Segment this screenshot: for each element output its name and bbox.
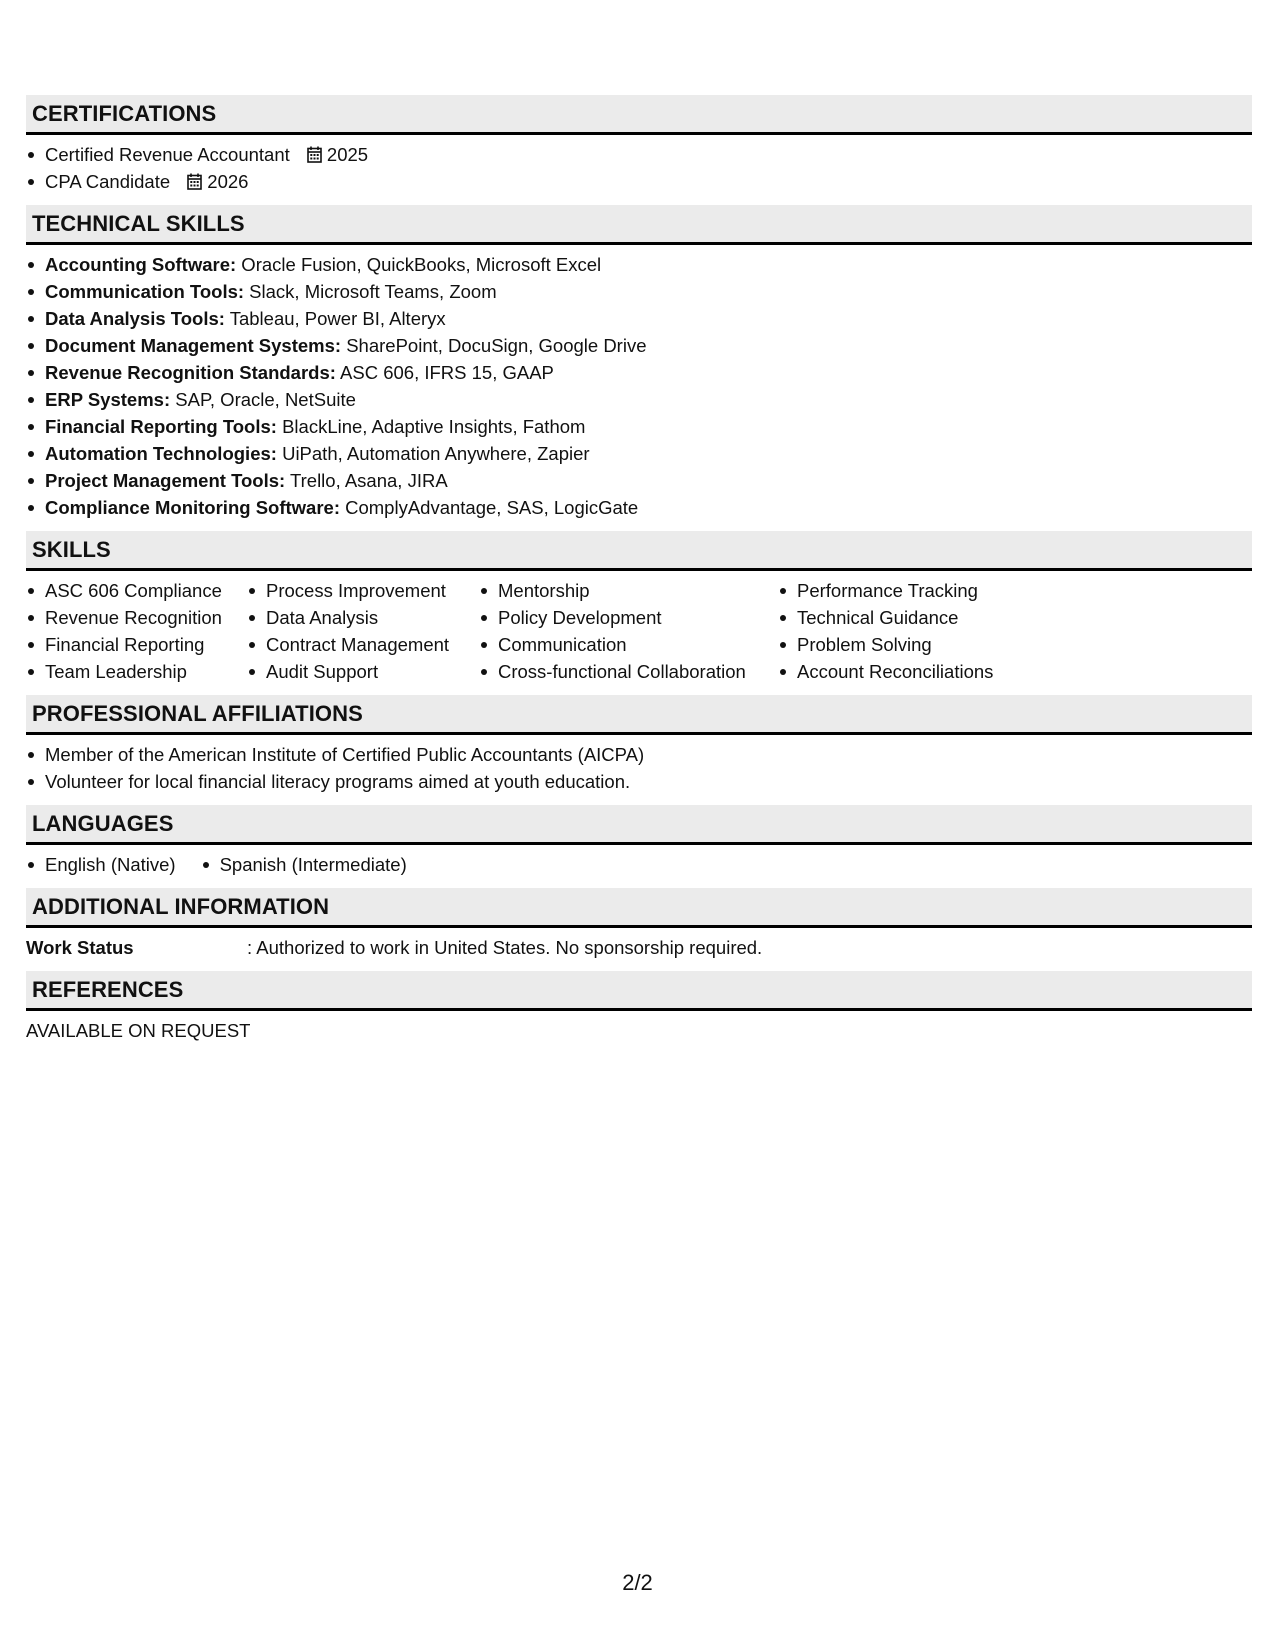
affiliation-item: Member of the American Institute of Certified Public Accountants (AICPA): [26, 741, 1252, 768]
certification-item: [26, 168, 1252, 195]
skill-item: Cross-functional Collaboration: [479, 658, 778, 685]
additional-info-heading: ADDITIONAL INFORMATION: [26, 888, 1252, 928]
skill-category-value: Oracle Fusion, QuickBooks, Microsoft Excel: [236, 254, 602, 275]
technical-skill-item: [26, 332, 1252, 359]
skill-category-label: Compliance Monitoring Software:: [45, 497, 340, 518]
skill-item: Problem Solving: [778, 631, 1078, 658]
skill-item: Contract Management: [247, 631, 479, 658]
skill-item: Communication: [479, 631, 778, 658]
skill-item: Data Analysis: [247, 604, 479, 631]
skill-category-value: ComplyAdvantage, SAS, LogicGate: [339, 497, 639, 518]
technical-skills-list: [26, 251, 1252, 521]
technical-skill-item: [26, 440, 1252, 467]
skill-item: ASC 606 Compliance: [26, 577, 247, 604]
certifications-list: [26, 141, 1252, 195]
skills-heading: SKILLS: [26, 531, 1252, 571]
affiliations-heading: PROFESSIONAL AFFILIATIONS: [26, 695, 1252, 735]
certification-item: [26, 141, 1252, 168]
skill-item: Technical Guidance: [778, 604, 1078, 631]
skill-item: Team Leadership: [26, 658, 247, 685]
references-heading: REFERENCES: [26, 971, 1252, 1011]
language-item: English (Native): [26, 851, 176, 878]
technical-skill-item: [26, 359, 1252, 386]
skill-item: Process Improvement: [247, 577, 479, 604]
skill-category-label: Project Management Tools:: [45, 470, 286, 491]
skill-category-value: BlackLine, Adaptive Insights, Fathom: [276, 416, 586, 437]
technical-skill-item: [26, 413, 1252, 440]
skill-category-label: Revenue Recognition Standards:: [45, 362, 336, 383]
additional-info-section: [26, 928, 1252, 971]
certification-name: Certified Revenue Accountant: [45, 144, 290, 165]
technical-skill-item: [26, 251, 1252, 278]
work-status-row: [26, 934, 1252, 961]
skill-category-value: Trello, Asana, JIRA: [285, 470, 448, 491]
technical-skills-heading: TECHNICAL SKILLS: [26, 205, 1252, 245]
calendar-icon: [187, 173, 202, 190]
skills-column: [479, 577, 778, 685]
technical-skill-item: [26, 467, 1252, 494]
skills-column: [778, 577, 1078, 685]
skill-category-value: Tableau, Power BI, Alteryx: [224, 308, 446, 329]
languages-heading: LANGUAGES: [26, 805, 1252, 845]
skill-category-label: ERP Systems:: [45, 389, 171, 410]
skill-item: Audit Support: [247, 658, 479, 685]
skills-section: [26, 571, 1252, 695]
skill-item: Revenue Recognition: [26, 604, 247, 631]
certifications-heading: CERTIFICATIONS: [26, 95, 1252, 135]
skill-category-value: SharePoint, DocuSign, Google Drive: [341, 335, 647, 356]
references-section: [26, 1011, 1252, 1054]
skill-category-value: ASC 606, IFRS 15, GAAP: [335, 362, 554, 383]
skill-category-label: Communication Tools:: [45, 281, 245, 302]
skill-item: Financial Reporting: [26, 631, 247, 658]
skill-category-value: UiPath, Automation Anywhere, Zapier: [276, 443, 590, 464]
affiliations-section: [26, 735, 1252, 805]
skill-category-label: Automation Technologies:: [45, 443, 277, 464]
technical-skills-section: [26, 245, 1252, 531]
skills-column: [247, 577, 479, 685]
skill-item: Policy Development: [479, 604, 778, 631]
skill-category-label: Data Analysis Tools:: [45, 308, 225, 329]
technical-skill-item: [26, 278, 1252, 305]
calendar-icon: [307, 146, 322, 163]
work-status-value: : Authorized to work in United States. No sponsorship required.: [247, 937, 763, 958]
languages-list: [26, 851, 1252, 878]
certification-year: 2025: [326, 144, 369, 165]
technical-skill-item: [26, 494, 1252, 521]
technical-skill-item: [26, 386, 1252, 413]
certification-name: CPA Candidate: [45, 171, 171, 192]
resume-page: [26, 95, 1252, 1054]
technical-skill-item: [26, 305, 1252, 332]
skill-category-label: Document Management Systems:: [45, 335, 342, 356]
references-text: AVAILABLE ON REQUEST: [26, 1020, 251, 1041]
skill-item: Mentorship: [479, 577, 778, 604]
certification-year: 2026: [207, 171, 249, 192]
skills-column: [26, 577, 247, 685]
affiliations-list: [26, 741, 1252, 795]
skill-category-label: Accounting Software:: [45, 254, 237, 275]
skill-item: Performance Tracking: [778, 577, 1078, 604]
skill-category-value: Slack, Microsoft Teams, Zoom: [244, 281, 497, 302]
skill-item: Account Reconciliations: [778, 658, 1078, 685]
page-number: 2/2: [622, 1570, 653, 1595]
certifications-section: [26, 135, 1252, 205]
skill-category-label: Financial Reporting Tools:: [45, 416, 277, 437]
work-status-label: Work Status: [26, 937, 134, 958]
languages-section: [26, 845, 1252, 888]
skill-category-value: SAP, Oracle, NetSuite: [170, 389, 356, 410]
language-item: Spanish (Intermediate): [201, 851, 407, 878]
affiliation-item: Volunteer for local financial literacy programs aimed at youth education.: [26, 768, 1252, 795]
